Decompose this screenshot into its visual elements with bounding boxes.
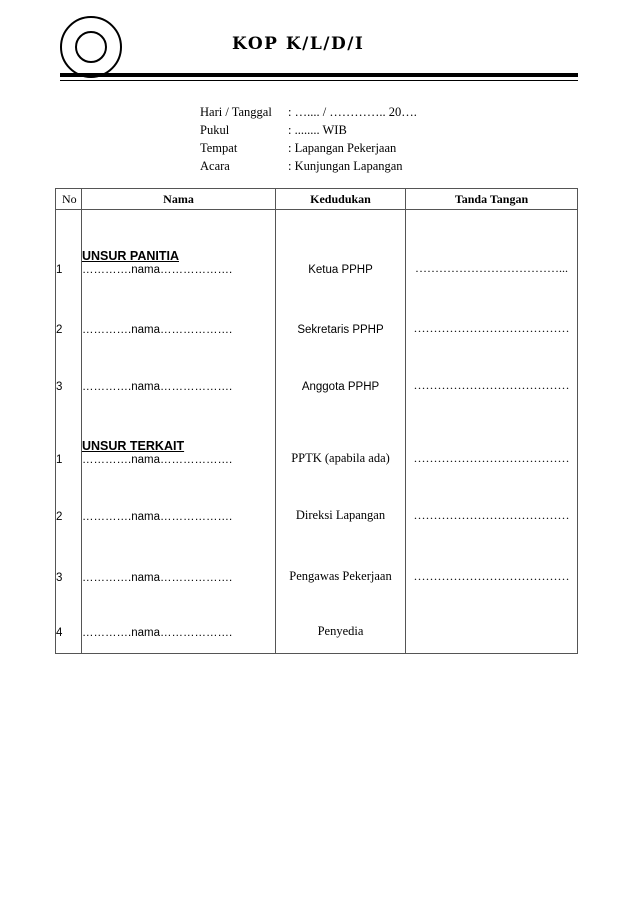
row-nama: ………….nama………………. <box>82 466 276 523</box>
row-kedudukan: Direksi Lapangan <box>276 466 406 523</box>
meta-label: Tempat <box>200 141 238 155</box>
header-tanda-tangan: Tanda Tangan <box>406 189 578 210</box>
meta-row-time <box>200 121 417 139</box>
row-kedudukan: Ketua PPHP <box>276 210 406 276</box>
row-signature <box>406 584 578 654</box>
meta-label: Acara <box>200 159 230 173</box>
logo-inner-ring <box>75 31 107 63</box>
meta-value: : Kunjungan Lapangan <box>288 159 403 173</box>
meta-value: : Lapangan Pekerjaan <box>288 141 397 155</box>
row-no: 3 <box>56 523 82 584</box>
table-header-row <box>56 189 578 210</box>
table-row <box>56 210 578 276</box>
row-signature: ………………………………… <box>406 393 578 466</box>
row-nama: ………….nama………………. <box>82 336 276 393</box>
header-rule-thin <box>60 80 578 81</box>
row-signature: ………………………………… <box>406 523 578 584</box>
kop-title: KOP K/L/D/I <box>232 34 365 54</box>
meeting-details <box>200 103 417 175</box>
name-placeholder: ………….nama………………. <box>82 453 233 466</box>
header-no: No <box>56 189 82 210</box>
table-row <box>56 466 578 523</box>
row-nama: ………….nama………………. <box>82 584 276 654</box>
row-kedudukan: PPTK (apabila ada) <box>276 393 406 466</box>
header-nama: Nama <box>82 189 276 210</box>
row-nama <box>82 393 276 466</box>
meta-value: : ….... / ………….. 20…. <box>288 105 417 119</box>
row-no: 1 <box>56 210 82 276</box>
row-no: 4 <box>56 584 82 654</box>
meta-label: Hari / Tanggal <box>200 105 272 119</box>
row-no: 3 <box>56 336 82 393</box>
logo-emblem <box>60 16 122 78</box>
table-row <box>56 336 578 393</box>
row-nama: ………….nama………………. <box>82 276 276 336</box>
row-no: 1 <box>56 393 82 466</box>
meta-label: Pukul <box>200 123 230 137</box>
row-no: 2 <box>56 466 82 523</box>
meta-row-event <box>200 157 417 175</box>
row-signature: ………………………………… <box>406 276 578 336</box>
name-placeholder: ………….nama………………. <box>82 263 233 276</box>
table-row <box>56 523 578 584</box>
header-kedudukan: Kedudukan <box>276 189 406 210</box>
row-kedudukan: Pengawas Pekerjaan <box>276 523 406 584</box>
row-nama <box>82 210 276 276</box>
meta-row-place <box>200 139 417 157</box>
row-kedudukan: Sekretaris PPHP <box>276 276 406 336</box>
row-nama: ………….nama………………. <box>82 523 276 584</box>
row-signature: ………………………………… <box>406 466 578 523</box>
row-kedudukan: Penyedia <box>276 584 406 654</box>
section-heading-terkait: UNSUR TERKAIT <box>82 438 185 453</box>
meta-value: : ........ WIB <box>288 123 347 137</box>
attendance-table <box>55 188 578 654</box>
table-row <box>56 584 578 654</box>
header-rule-thick <box>60 73 578 77</box>
row-signature: ………………………………… <box>406 336 578 393</box>
table-row <box>56 276 578 336</box>
section-heading-panitia: UNSUR PANITIA <box>82 248 179 263</box>
row-signature: ………………………………... <box>406 210 578 276</box>
table-row <box>56 393 578 466</box>
row-kedudukan: Anggota PPHP <box>276 336 406 393</box>
row-no: 2 <box>56 276 82 336</box>
meta-row-date <box>200 103 417 121</box>
